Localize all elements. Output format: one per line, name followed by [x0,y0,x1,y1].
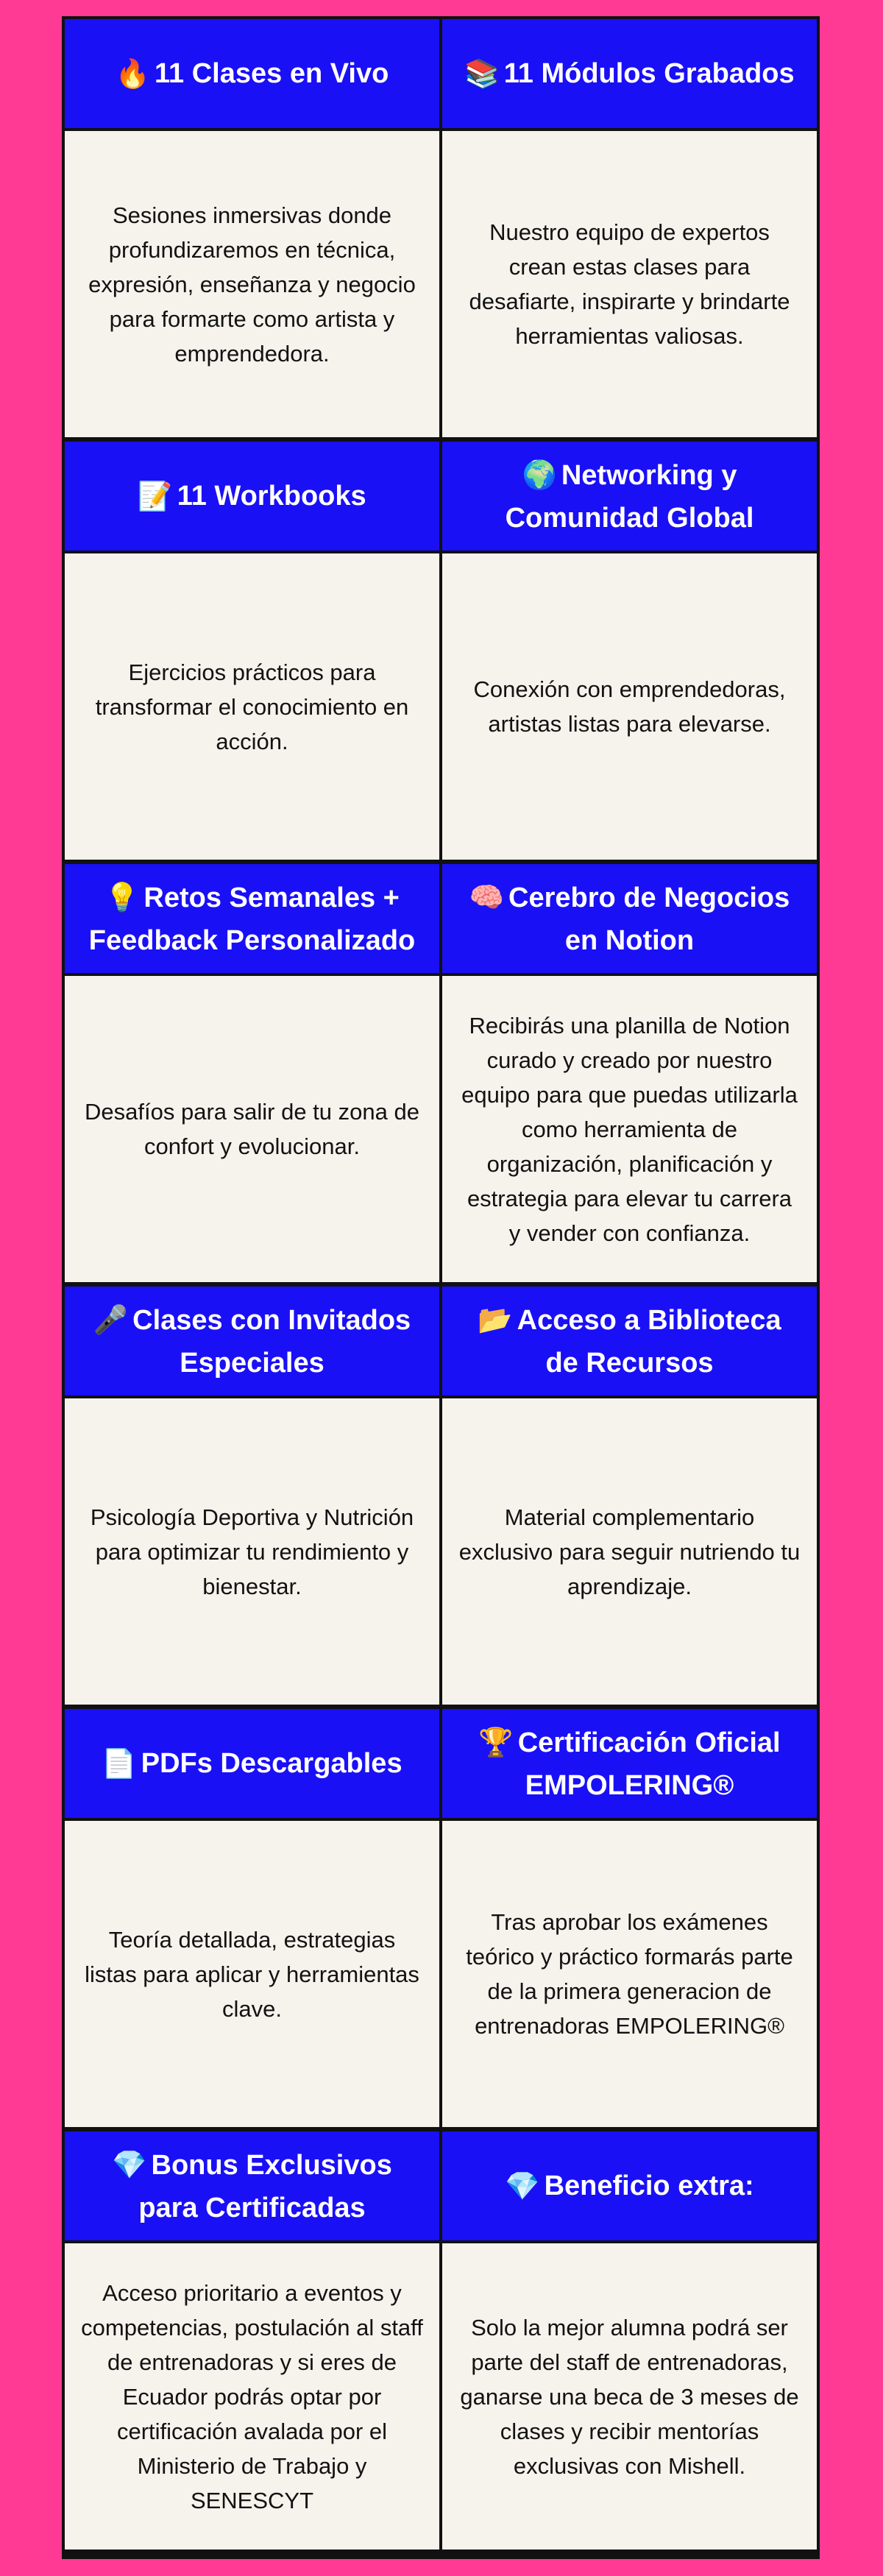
feature-description: Nuestro equipo de expertos crean estas clases para desafiarte, inspirarte y brindarte herramientas valiosas. [442,131,817,437]
feature-body-row [65,131,817,437]
gem-icon: 💎 [505,2170,540,2202]
feature-header [442,2131,817,2240]
gem-icon: 💎 [112,2148,147,2181]
books-icon: 📚 [464,57,500,90]
feature-title: Certificación Oficial EMPOLERING® [517,1727,781,1801]
feature-header-row [65,1287,817,1395]
feature-title: Acceso a Biblioteca de Recursos [517,1304,781,1379]
feature-title: 11 Workbooks [177,481,366,512]
feature-block [65,442,817,860]
feature-header [65,1709,439,1818]
feature-title: Networking y Comunidad Global [505,459,754,534]
feature-body-row [65,1398,817,1705]
feature-title: 11 Módulos Grabados [503,58,795,89]
feature-block [65,19,817,437]
feature-header [65,19,439,128]
fire-icon: 🔥 [115,57,151,90]
feature-header [442,442,817,551]
feature-body-row [65,1821,817,2127]
feature-description: Tras aprobar los exámenes teórico y práctico formarás parte de la primera generacion de entrenadoras EMPOLERING® [442,1821,817,2127]
feature-block [65,2131,817,2550]
feature-description: Conexión con emprendedoras, artistas listas para elevarse. [442,553,817,860]
feature-description: Acceso prioritario a eventos y competencias, postulación al staff de entrenadoras y si eres de Ecuador podrás optar por certificación avalada por el Ministerio de Trabajo y SENESCYT [65,2243,439,2550]
microphone-icon: 🎤 [93,1303,129,1336]
feature-block [65,1287,817,1705]
globe-icon: 🌍 [522,458,557,491]
feature-header [65,2131,439,2240]
trophy-icon: 🏆 [478,1725,514,1758]
feature-title: Cerebro de Negocios en Notion [508,882,790,956]
features-table [62,16,820,2559]
feature-description: Sesiones inmersivas donde profundizaremos en técnica, expresión, enseñanza y negocio para formarte como artista y emprendedora. [65,131,439,437]
feature-header [442,864,817,973]
feature-description: Teoría detallada, estrategias listas para aplicar y herramientas clave. [65,1821,439,2127]
feature-body-row [65,976,817,1282]
feature-header [65,1287,439,1395]
feature-body-row [65,2243,817,2550]
feature-block [65,1709,817,2127]
feature-description: Ejercicios prácticos para transformar el conocimiento en acción. [65,553,439,860]
feature-title: Bonus Exclusivos para Certificadas [138,2149,392,2223]
brain-icon: 🧠 [469,880,505,913]
feature-header-row [65,1709,817,1818]
feature-header [442,1709,817,1818]
feature-header [65,442,439,551]
folder-icon: 📂 [478,1303,513,1336]
feature-title: 11 Clases en Vivo [155,58,389,89]
feature-description: Psicología Deportiva y Nutrición para optimizar tu rendimiento y bienestar. [65,1398,439,1705]
memo-icon: 📝 [138,480,173,512]
feature-description: Desafíos para salir de tu zona de confort y evolucionar. [65,976,439,1282]
feature-header-row [65,442,817,551]
feature-description: Recibirás una planilla de Notion curado y creado por nuestro equipo para que puedas utilizarla como herramienta de organización, planificación y estrategia para elevar tu carrera y vender con confianza. [442,976,817,1282]
feature-title: Retos Semanales + Feedback Personalizado [88,882,416,956]
feature-description: Material complementario exclusivo para seguir nutriendo tu aprendizaje. [442,1398,817,1705]
feature-header-row [65,19,817,128]
feature-title: Beneficio extra: [544,2170,754,2201]
feature-body-row [65,553,817,860]
feature-header-row [65,864,817,973]
feature-header [442,1287,817,1395]
feature-description: Solo la mejor alumna podrá ser parte del staff de entrenadoras, ganarse una beca de 3 meses de clases y recibir mentorías exclusivas con Mishell. [442,2243,817,2550]
feature-title: PDFs Descargables [141,1748,403,1779]
feature-block [65,864,817,1282]
feature-header [65,864,439,973]
document-icon: 📄 [102,1747,137,1780]
lightbulb-icon: 💡 [104,880,140,913]
feature-header-row [65,2131,817,2240]
feature-header [442,19,817,128]
feature-title: Clases con Invitados Especiales [132,1304,411,1379]
